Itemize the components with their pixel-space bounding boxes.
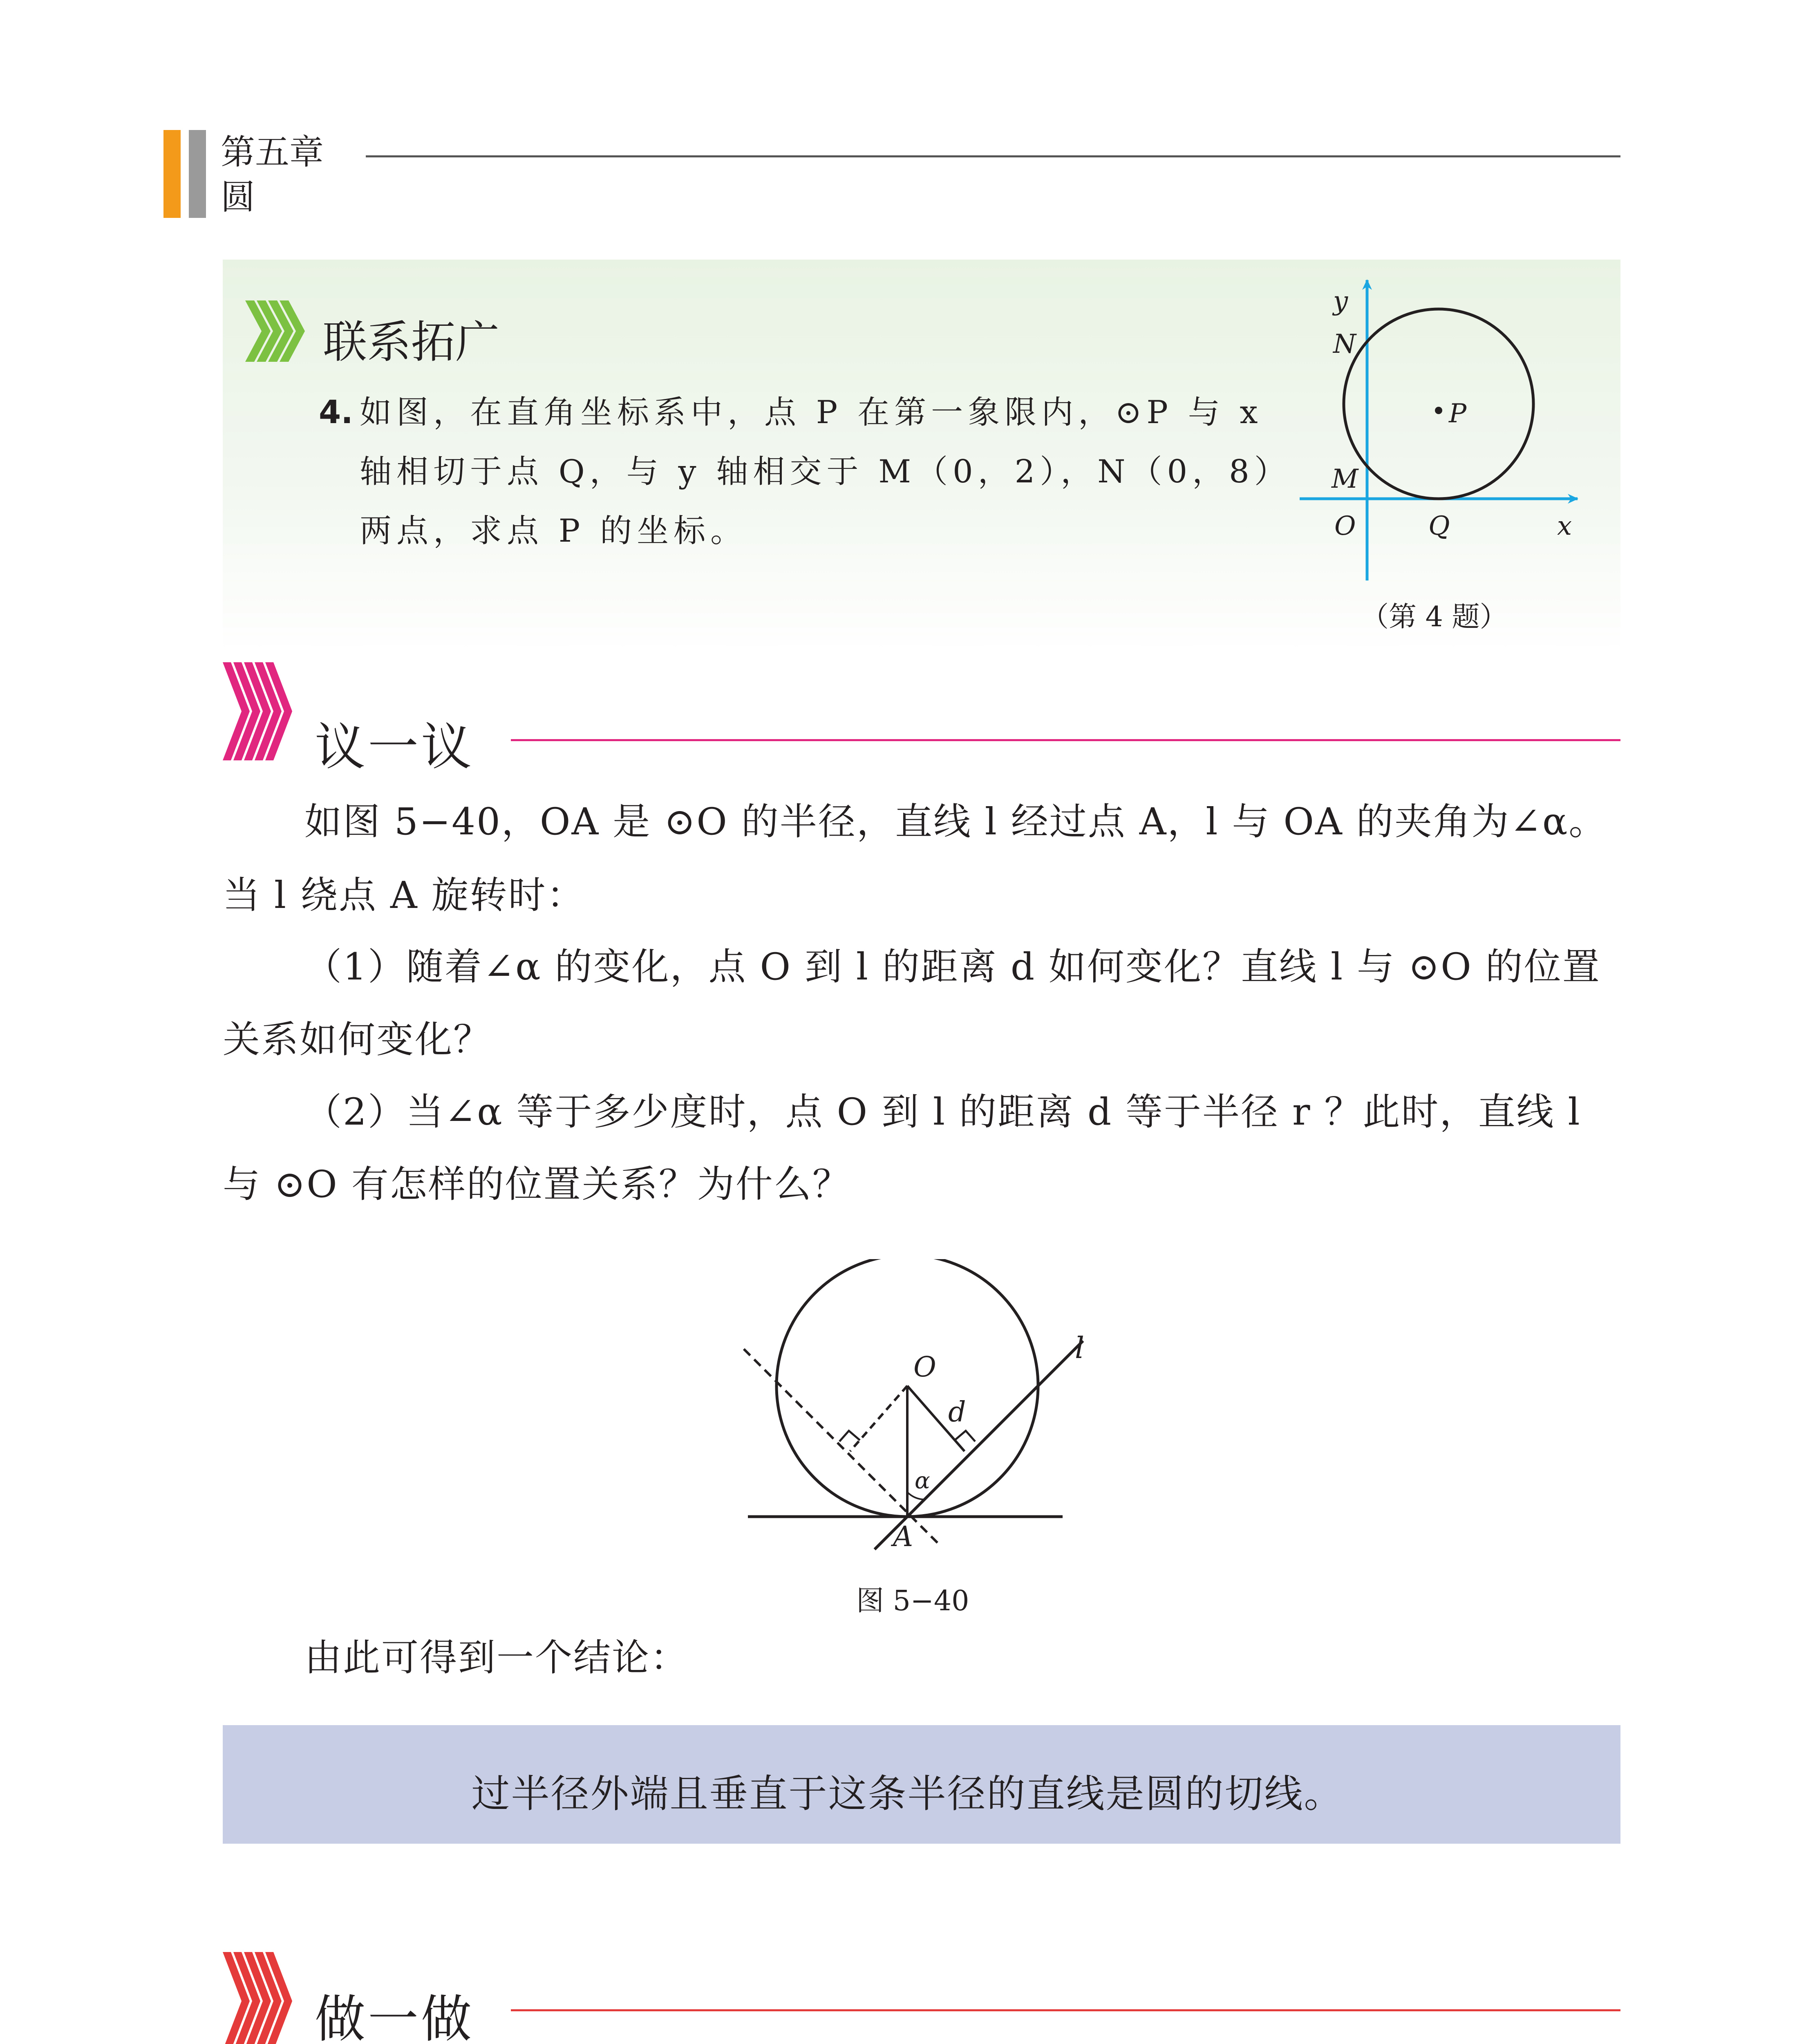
green-chevrons-icon [245,300,311,362]
discuss-rule [511,739,1620,741]
dashed-perpendicular [850,1386,907,1451]
discuss-line-5: （2）当∠α 等于多少度时，点 O 到 l 的距离 d 等于半径 r ？此时，直线 l [304,1091,1581,1134]
discuss-line-2: 当 l 绕点 A 旋转时： [223,874,585,917]
chapter-bar-gray [189,130,206,218]
chapter-title: 圆 [221,177,255,217]
discuss-title: 议一议 [315,718,474,777]
fig4-label-m: M [1332,464,1358,494]
conclusion-text: 过半径外端且垂直于这条半径的直线是圆的切线。 [471,1772,1344,1816]
problem-4-figure [1287,270,1614,597]
discuss-line-6: 与 ⊙O 有怎样的位置关系？为什么？ [223,1163,851,1206]
red-chevrons-icon [223,1952,304,2044]
fig4-caption: （第 4 题） [1361,601,1508,633]
circle-p [1344,309,1533,499]
problem-number: 4. [319,394,353,431]
chapter-number: 第五章 [221,132,324,172]
problem-line-1: 如图，在直角坐标系中，点 P 在第一象限内，⊙P 与 x [360,394,1263,431]
header-rule [366,155,1620,157]
fig4-label-q: Q [1428,511,1450,541]
discuss-line-3: （1）随着∠α 的变化，点 O 到 l 的距离 d 如何变化？直线 l 与 ⊙O 的位置 [304,946,1601,988]
problem-line-2: 轴相切于点 Q，与 y 轴相交于 M（0，2），N（0，8） [360,453,1291,490]
fig540-label-alpha: α [915,1468,930,1494]
doit-title: 做一做 [315,1990,474,2044]
fig540-label-o: O [913,1351,936,1383]
fig540-label-l: l [1075,1331,1085,1365]
fig540-label-a: A [893,1521,913,1553]
fig540-label-d: d [948,1396,966,1428]
fig4-label-x: x [1557,511,1572,541]
fig540-caption: 图 5−40 [856,1585,969,1617]
extension-title: 联系拓广 [323,317,500,368]
conclusion-intro: 由此可得到一个结论： [304,1636,689,1679]
problem-line-3: 两点，求点 P 的坐标。 [360,513,747,549]
discuss-line-4: 关系如何变化？ [223,1018,492,1061]
magenta-chevrons-icon [223,662,304,769]
discuss-line-1: 如图 5−40，OA 是 ⊙O 的半径，直线 l 经过点 A，l 与 OA 的夹角为∠α。 [304,800,1607,843]
fig4-label-y: y [1333,286,1348,316]
fig4-label-p: P [1449,399,1467,429]
right-angle-mark-1 [955,1431,975,1441]
fig4-label-n: N [1333,329,1356,359]
doit-rule [511,2009,1620,2011]
fig4-label-o: O [1334,511,1356,541]
figure-5-40 [736,1259,1103,1570]
chapter-bar-orange [163,130,181,218]
center-p-dot [1435,407,1442,414]
right-angle-mark-2 [839,1431,860,1441]
